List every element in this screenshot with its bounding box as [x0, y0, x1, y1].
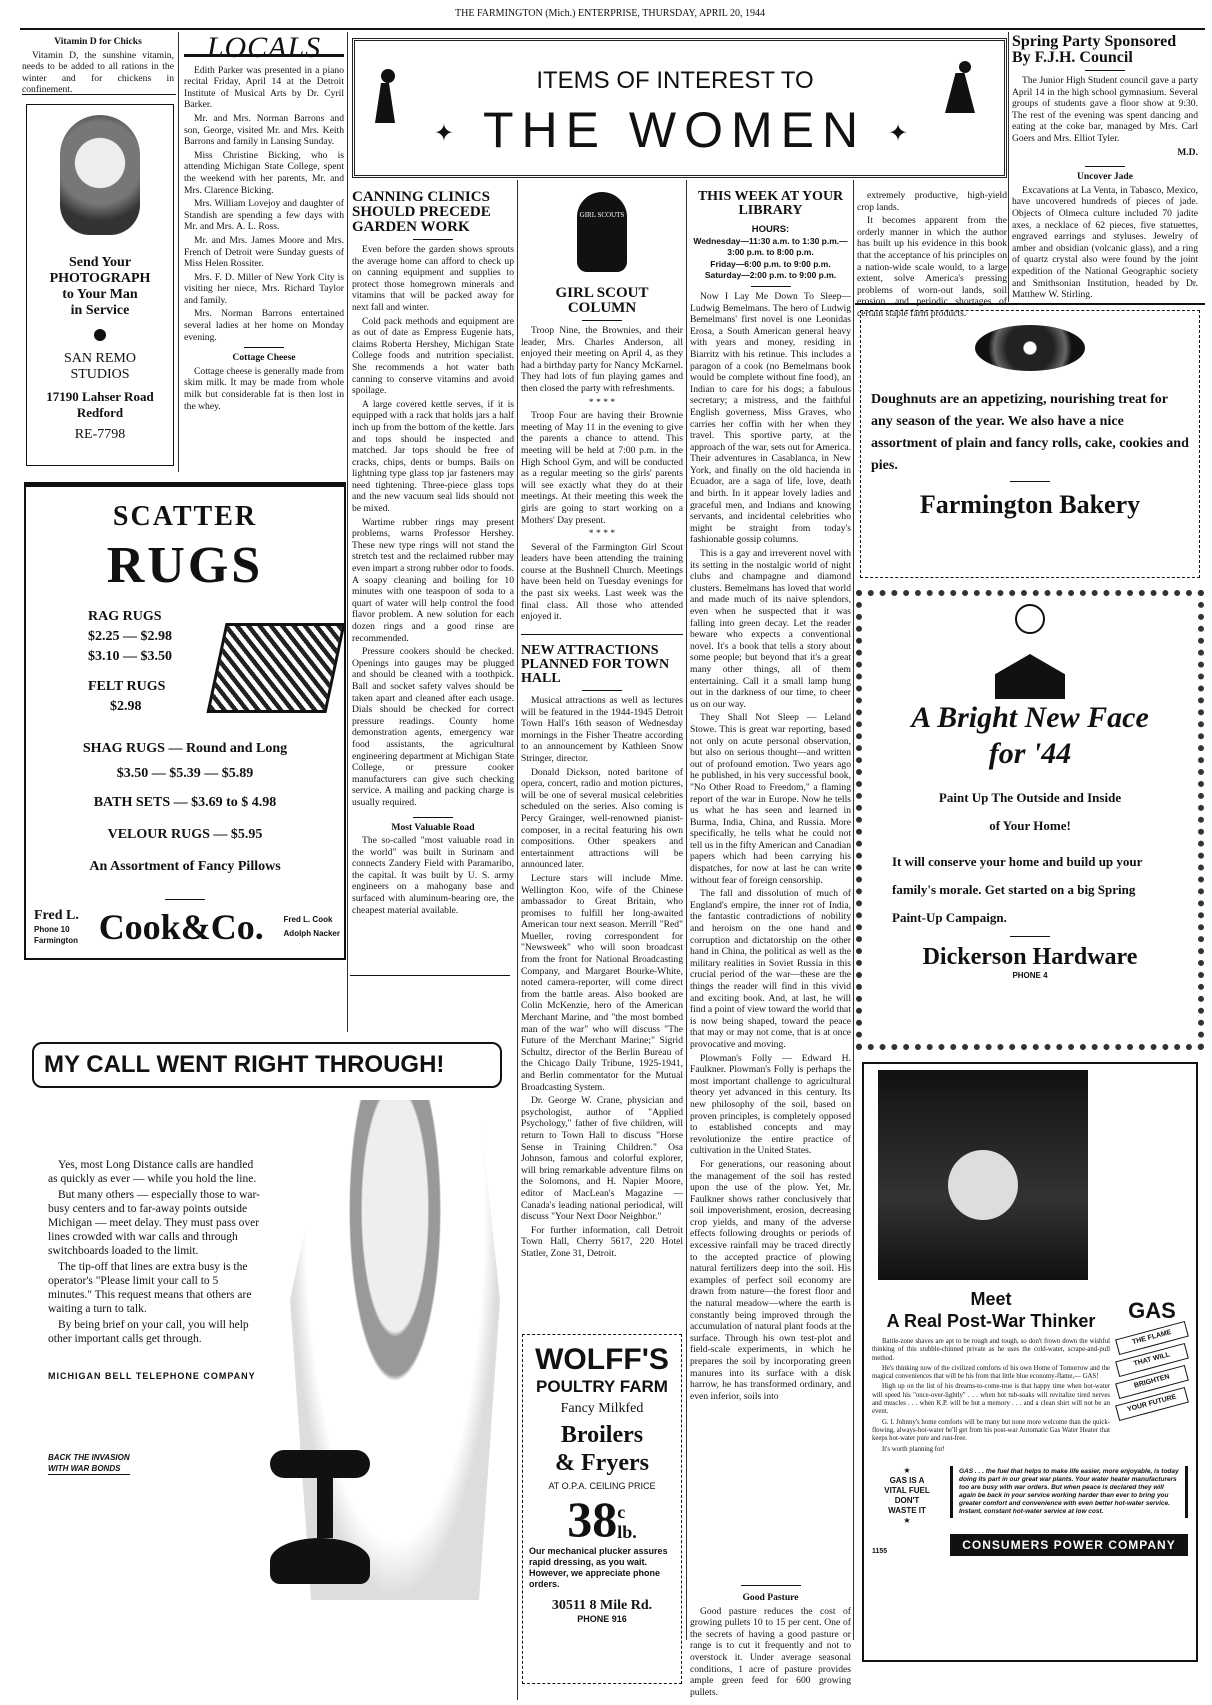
paragraph: Battle-zone shaves are apt to be rough and tough, so don't frown down the wishful thinking of this stubble-chinned private as he uses the cold-water, scrape-and-pull method. — [872, 1338, 1110, 1362]
article-locals — [184, 31, 344, 470]
paragraph: Lecture stars will include Mme. Wellington Koo, wife of the Chinese ambassador to Great Britain, who promises to fulfill her long-awaited American tour next season. Merrill "Red" Mueller, roving correspondent for "Newsweek" who will soon broadcast from the front for National Broadcasting Company, and Margaret Bourke-White, noted camera-reporter, will come direct from the battle areas. Also booked are Colin McKenzie, hero of the American Merchant Marine, and "the most bombed man of the war" who will discuss "The Future of the Merchant Marine;" Sigrid Schultz, director of the Berlin Bureau of the Chicago Daily Tribune, 1925-1941, and Berlin commentator for the Mutual Broadcasting System. — [521, 872, 683, 1093]
divider — [350, 975, 510, 976]
ad-subtitle: POULTRY FARM — [536, 1377, 668, 1396]
banner-title: THE WOMEN — [483, 102, 867, 158]
badge-line: WITH WAR BONDS — [48, 1464, 121, 1473]
article-body: Vitamin D, the sunshine vitamin, needs to be added to all rations in the winter and for chickens in confinement. — [22, 49, 174, 96]
store-name: Dickerson Hardware — [922, 944, 1138, 970]
ad-footer — [34, 907, 340, 947]
banner-line1: ITEMS OF INTEREST TO — [536, 67, 814, 94]
paragraph-list — [48, 1158, 263, 1346]
paragraph: Yes, most Long Distance calls are handled as quickly as ever — while you hold the line. — [48, 1159, 257, 1185]
item-label: FELT RUGS — [88, 679, 166, 694]
paragraph: Mrs. William Lovejoy and daughter of Standish are spending a few days with Mr. and Mrs. A. L. Ross. — [184, 198, 344, 233]
paragraph: Now I Lay Me Down To Sleep—Ludwig Bemelmans. The hero of Ludwig Bemelmans' first novel is one Leonidas Erosa, a South American general heavy with years and money, residing in Biarritz with his retinue. This includes a paragon of a cook (no Bemelmans book would be complete without fine food), an Indian to care for his dogs; a fabulous secretary; a mistress, and the faithful English governess, Miss Graves, who carries her coffin with her when they travel. This sportive party, at the approach of the war, sets out for America. Their adventures in Casablanca, in New York, and finally on the old hacienda in Ecuador, are a saga of life, love, death and birth. In it appear lovely ladies and graceful men, and Indians and knowing servants, and incidental celebrities who might be straight from today's fashionable gossip columns. — [690, 290, 851, 546]
paragraph: But many others — especially those to war-busy centers and to far-away points outside Michigan — meet delay. They must pass over lines crowded with war calls and through switchboards loaded to the limit. — [48, 1189, 260, 1257]
owner: Fred L. Cook — [283, 915, 333, 924]
soldier-shaving-illustration — [878, 1070, 1088, 1280]
article-library — [690, 184, 851, 1584]
article-body: Cottage cheese is generally made from skim milk. It may be made from whole milk but considerable fat is then lost in the whey. — [184, 365, 344, 412]
masthead: THE FARMINGTON (Mich.) ENTERPRISE, THURSDAY, APRIL 20, 1944 — [455, 8, 765, 19]
paragraph-list — [872, 1338, 1110, 1454]
ad-san-remo-studios — [26, 104, 174, 466]
article-spring-party — [1012, 34, 1198, 302]
vital-fuel-notice: ★ GAS IS A VITAL FUEL DON'T WASTE IT ★ — [872, 1466, 942, 1526]
notice-line: DON'T — [894, 1495, 920, 1505]
hours-list — [690, 236, 851, 282]
paragraph-list — [690, 291, 851, 1402]
ad-line: AT O.P.A. CEILING PRICE — [548, 1481, 656, 1491]
article-title: Spring Party Sponsored By F.J.H. Council — [1012, 33, 1177, 66]
paragraph: extremely productive, high-yield crop lands. — [857, 190, 1007, 213]
ad-title: Meet — [970, 1289, 1012, 1309]
divider — [855, 303, 1205, 305]
paragraph: The tip-off that lines are extra busy is the operator's "Please limit your call to 5 minutes." This request means that others are waiting a turn to talk. — [48, 1261, 252, 1315]
gas-ad-footer — [872, 1534, 1188, 1556]
ad-title: SCATTER — [112, 501, 258, 532]
bullet-dot-icon — [94, 329, 106, 341]
ad-consumers-power — [862, 1062, 1198, 1662]
article-girl-scout-column — [521, 184, 683, 624]
article-title: Most Valuable Road — [391, 821, 475, 833]
paragraph-list — [521, 325, 683, 623]
badge-line: BACK THE INVASION — [48, 1453, 130, 1462]
owner-left — [34, 908, 79, 946]
paragraph-list — [857, 190, 1007, 320]
ad-title: A Real Post-War Thinker — [886, 1311, 1096, 1331]
article-title: CANNING CLINICS SHOULD PRECEDE GARDEN WORK — [352, 189, 491, 235]
ad-line: to Your Man — [62, 287, 138, 302]
gas-flame-column — [1116, 1288, 1188, 1456]
ad-line: Send Your — [68, 255, 132, 270]
column-divider — [853, 180, 854, 1640]
dancing-woman-illustration — [945, 61, 985, 151]
ad-wolffs-poultry-farm — [522, 1334, 682, 1684]
item-price: $3.50 — $5.39 — $5.89 — [116, 766, 254, 781]
girl-scout-logo: GIRL SCOUTS — [577, 192, 627, 272]
rugs-illustration — [206, 623, 345, 713]
ad-line: of Your Home! — [989, 818, 1071, 833]
gas-ad-notice-row — [872, 1466, 1188, 1526]
ribbon-text: YOUR FUTURE — [1115, 1387, 1189, 1421]
paragraph: Dr. George W. Crane, physician and psychologist, author of "Applied Psychology," father of five children, will return to Town Hall to discuss "Horse Sense in Training Children." Osa Johnson, famous and colorful explorer, will bring remarkable adventure films on the Solomons, and H. Napier Moore, editor of MacLean's Magazine — Canada's leading national periodical, will discuss "Your Next Door Neighbor." — [521, 1095, 683, 1223]
phone: Phone 10 — [34, 925, 70, 934]
paragraph: The fall and dissolution of much of England's empire, the inner rot of India, the fantastic contradictions of nobility and heroism on the one hand and corruption and dictatorship on the other hand in China, the political as well as the military realities in Soviet Russia in this crucial period of the war—these are the things the reader will find in this vivid and exciting book. And, at last, he will find a point of view toward the world that is now being shaped, toward the peace that may or may not come, that is at once provocative and moving. — [690, 888, 851, 1050]
paragraph: Even before the garden shows sprouts the average home can afford to check up on canning equipment and supplies to protect those homegrown minerals and vitamins that will be packed away for next fall and winter. — [352, 244, 514, 313]
paragraph: Cold pack methods and equipment are as out of date as Empress Eugenie hats, claims Roberta Hershey, Michigan State College foods and nutrition specialist. She recommends a hot water bath canning to conserve vitamins and avoid spoilage. — [352, 315, 514, 397]
column-divider — [178, 32, 179, 472]
price — [523, 1491, 681, 1547]
gas-notice: GAS . . . the fuel that helps to make life easier, more enjoyable, is today doing its part in our great war plants. Your water heater manufacturers too are busy with war orders. But when peace is declared they will again be back in your service working harder than ever to bring you greater comfort and convenience with even better hot-water service. Instant, constant hot-water service at low cost. — [950, 1466, 1188, 1518]
address: Redford — [76, 405, 124, 420]
notice-line: VITAL FUEL — [884, 1485, 930, 1495]
war-bonds-badge — [48, 1452, 130, 1475]
paragraph: This is a gay and irreverent novel with its setting in the nostalgic world of night clubs and champagne and diamond clusters. Bemelmans has loved that world and made much of its naive splendors, even when he suspected that it was falling into green decay. Let the reader beware who expects a conventional novel. It's a book that tells a story about some people; but beyond that it's a great many other things, all of them entertaining. Call it a small lamp hung out in the darkness of our time, to cheer us on our way. — [690, 548, 851, 710]
article-title: THIS WEEK AT YOUR LIBRARY — [697, 189, 844, 218]
ad-code: 1155 — [872, 1547, 888, 1555]
paragraph: A large covered kettle serves, if it is equipped with a rack that holds jars a half inch up from the bottom of the kettle. Jars and tops should be inspected and matched. Jar tops should be free of cracks, chips, dents or bumps. Bails on lightning type glass top jar fasteners may need tightening. Three-piece glass tops and the new vacuum seal lids should not be mixed. — [352, 398, 514, 515]
price-value: 38 — [567, 1491, 618, 1547]
article-new-attractions — [521, 640, 683, 1330]
ad-item: & Fryers — [555, 1450, 649, 1476]
ad-title: A Bright New Face — [911, 701, 1149, 734]
paragraph: Mrs. F. D. Miller of New York City is visiting her niece, Mrs. Richard Taylor and family. — [184, 271, 344, 306]
owner: Fred L. — [34, 908, 79, 923]
paragraph: * * * * — [588, 528, 616, 540]
paragraph: Donald Dickson, noted baritone of opera, concert, radio and motion pictures, will be one of several musical celebrities scheduled on the series. Also coming is Percy Grainger, well-renowned pianist-composer, in a recital featuring his own compositions. Other speakers and entertainment attractions will be announced later. — [521, 766, 683, 871]
ad-body: Doughnuts are an appetizing, nourishing treat for any season of the year. We also have a nice assortment of plain and fancy rolls, cake, cookies and pies. — [871, 392, 1189, 473]
studio-name: SAN REMO — [64, 351, 136, 366]
gas-ad-main — [872, 1288, 1188, 1456]
banner-line2 — [415, 101, 935, 163]
paragraph: Wartime rubber rings may present problems, warns Professor Hershey. These new type rings will not stand the stretch test and the reclaimed rubber may even impart a strong rubber odor to foods. A soapy cleaning and boiling for 10 minutes with one teaspoon of soda to a quart of water will help control the food flavor problem. A new solution for each dozen rings and a good rinse are recommended. — [352, 516, 514, 644]
paragraph: High up on the list of his dreams-to-come-true is that happy time when hot-water will speed his "once-over-lightly" . . . when hot tub-soaks will revitalize tired nerves and muscles . . . when K.P. will be but a memory . . . and a clean shirt will not be an event. — [872, 1383, 1110, 1416]
phone: RE-7798 — [74, 427, 126, 442]
ad-scatter-rugs — [24, 482, 346, 960]
paragraph: Musical attractions as well as lectures will be featured in the 1944-1945 Detroit Town Hall's 16th season of Wednesday mornings in the Fisher Theatre according to an announcement by Kathleen Snow Stringer, director. — [521, 695, 683, 764]
rag-rugs — [88, 607, 172, 717]
paragraph: Pressure cookers should be checked. Openings into gauges may be plugged and should be cleaned with a toothpick. Ball and socket safety valves should be taken apart and cleaned after each usage. Dials should be checked for correct pressure readings. County home demonstration agents, emergency war food assistants, the agricultural engineering department at Michigan State College, or pressure cooker manufacturers can give such checking service. A mailing and packing charge is usually required. — [352, 646, 514, 808]
item-label: SHAG RUGS — Round and Long — [82, 741, 288, 756]
column-divider — [347, 32, 348, 1032]
paragraph-list — [352, 244, 514, 809]
women-section-banner — [352, 38, 1007, 178]
ad-item: Broilers — [560, 1422, 644, 1448]
hours-item: Friday—6:00 p.m. to 9:00 p.m. — [710, 258, 831, 269]
paragraph: For generations, our reasoning about the management of the soil has rested upon the use of the plow. Yet, Mr. Faulkner shows rather conclusively that soil impoverishment, erosion, decreasing crop yields, and many of the adverse effects following droughts or periods of excessive rainfall may be traced directly to the accepted practice of plowing natural fertilizers deep into the soil. His examples of perfect soil economy are drawn from nature—the forest floor and the natural meadow—where the earth is constantly being improved through the accumulation of natural plant foods at the surface. Through his own test-plot and field-scale experiments, in which he prepares the soil by incorporating green manures into its surface with a disk harrow, he has transformed ordinary, and even inferior, soils into — [690, 1158, 851, 1402]
article-body: Excavations at La Venta, in Tabasco, Mexico, have uncovered hundreds of pieces of jade. Objects of Olmeca culture included 70 jadite axes, a necklace of 62 pieces, five statuettes, engraved earrings and styluses. Jewelry of amber and obsidian (volcanic glass), and a ring of quartz crystal also were found by the joint expedition of the National Geographic society and Smithsonian Institution, headed by Dr. Matthew W. Stirling. — [1012, 184, 1198, 301]
gas-ad-text — [872, 1288, 1110, 1456]
item-label: RAG RUGS — [88, 609, 162, 624]
paragraph: Mrs. Norman Barrons entertained several ladies at her home on Monday evening. — [184, 308, 344, 343]
paragraph: G. I. Johnny's home comforts will be many but none more welcome than the quick-flowing, always-hot-water he'll get from his post-war Automatic Gas Water Heater that keeps hot-water pure and rust-free. — [872, 1418, 1110, 1443]
column-divider — [517, 180, 518, 1700]
paragraph: He's thinking now of the civilized comforts of his own Home of Tomorrow and the magical conveniences that will be his from that little blue economy-flame,— GAS! — [872, 1364, 1110, 1381]
paragraph: Several of the Farmington Girl Scout leaders have been attending the training course at the Bushnell Church. Meetings have been held on Tuesday evenings for the past six weeks. Last week was the final class. All those who attended enjoyed it. — [521, 541, 683, 623]
paragraph: By being brief on your call, you will help other important calls get through. — [48, 1319, 249, 1345]
paragraph-list — [521, 695, 683, 1260]
ad-line: Paint Up The Outside and Inside — [938, 790, 1122, 805]
sparkle-icon: ✦ — [888, 119, 917, 147]
author-initials: M.D. — [1177, 146, 1198, 158]
ad-line: PHOTOGRAPH — [49, 271, 151, 286]
notice-line: WASTE IT — [888, 1505, 926, 1515]
paragraph: Miss Christine Bicking, who is attending Michigan State College, spent the weekend with her parents, Mr. and Mrs. Clarence Bicking. — [184, 149, 344, 196]
notice-line: GAS IS A — [889, 1475, 925, 1485]
ad-title: for '44 — [988, 737, 1072, 770]
article-body: The Junior High Student council gave a party April 14 in the high school gymnasium. Several groups of students gave a floor show at 9:30. The rest of the evening was spent dancing and eating at the coke bar, managed by Mrs. Carl Goers and Mrs. Elliot Tyler. — [1012, 75, 1198, 144]
gas-flame-logo: GAS — [1128, 1298, 1176, 1323]
item-price: $3.10 — $3.50 — [88, 649, 172, 664]
article-title: Good Pasture — [742, 1592, 799, 1603]
divider — [22, 94, 176, 95]
portrait-photo — [60, 115, 140, 235]
address: 17190 Lahser Road — [46, 389, 154, 404]
ribbon-text: BRIGHTEN — [1115, 1365, 1189, 1399]
phone: PHONE 916 — [577, 1614, 627, 1624]
house-sun-illustration — [985, 604, 1075, 700]
ad-title: RUGS — [106, 537, 264, 594]
item-price: $2.98 — [110, 699, 142, 714]
doughnuts-illustration — [975, 325, 1085, 371]
paragraph: Plowman's Folly — Edward H. Faulkner. Plowman's Folly is perhaps the most important challenge to agricultural theory yet advanced in this century. Its new philosophy of the soil, based on proven principles, is completely opposed to established concepts and may revolutionize the entire practice of cultivation in the United States. — [690, 1052, 851, 1157]
address: 30511 8 Mile Rd. — [551, 1598, 653, 1613]
paragraph: Edith Parker was presented in a piano recital Friday, April 14 at the Detroit Institute of Musical Arts by Dr. Cyril Barker. — [184, 64, 344, 111]
ad-title: WOLFF'S — [535, 1343, 669, 1376]
item-label: An Assortment of Fancy Pillows — [89, 859, 281, 874]
article-title: GIRL SCOUT COLUMN — [555, 285, 649, 316]
paragraph: Troop Nine, the Brownies, and their leader, Mrs. Charles Anderson, all enjoyed their meeting on April 4, as they had a birthday party for Nancy McKarnel. They had lots of fun playing games and then closed the party with refreshments. — [521, 325, 683, 394]
ad-headline: MY CALL WENT RIGHT THROUGH! — [32, 1042, 502, 1088]
item-price: $2.25 — $2.98 — [88, 629, 172, 644]
ribbon-text: THE FLAME — [1115, 1321, 1189, 1355]
paragraph: They Shall Not Sleep — Leland Stowe. This is great war reporting, based not only on acute personal observation, but also on serious thought—and written out of profound emotion. Two years ago he published, in his very successful book, "No Other Road to Freedom," a flaming report of the war in Europe. Now he tells us what he has seen and learned in Burma, India, China, and Russia. More specifically, he tells what he could not tell us in the fifty American and Canadian papers which had been carrying his dispatches, for now at last he can write without fear of foreign censorship. — [690, 712, 851, 886]
flame-ribbon — [1116, 1330, 1188, 1412]
paragraph: Mr. and Mrs. James Moore and Mrs. French of Detroit were Sunday guests of Miss Helen Rossiter. — [184, 234, 344, 270]
phone: PHONE 4 — [1012, 971, 1048, 980]
cook-co-logo: Cook&Co. — [98, 907, 264, 947]
ad-text-block — [48, 1158, 263, 1476]
masthead-rule — [20, 28, 1205, 30]
company-name: MICHIGAN BELL TELEPHONE COMPANY — [48, 1371, 256, 1381]
article-title: Uncover Jade — [1076, 171, 1134, 183]
ad-dickerson-hardware — [856, 590, 1204, 1050]
article-body: Good pasture reduces the cost of growing pullets 10 to 15 per cent. One of the secrets of having a good pasture or range is to cut it frequently and not to overstock it. Under average seasonal conditions, 1 acre of pasture provides ample green feed for 600 growing pullets. — [690, 1605, 851, 1698]
divider — [165, 899, 205, 900]
ad-body: It will conserve your home and build up your family's morale. Get started on a big Spring Paint-Up Campaign. — [892, 854, 1143, 925]
item-label: VELOUR RUGS — $5.95 — [107, 827, 263, 842]
studio-name: STUDIOS — [70, 367, 130, 382]
ad-michigan-bell — [20, 1030, 515, 1700]
article-body: The so-called "most valuable road in the world" was built in Surinam and connects Zandery Field with Paramaribo, the capital. It was built by U. S. army engineers on a mahogany base and surfaced with aluminum-bearing ore, the cheapest material available. — [352, 835, 514, 916]
paragraph: It's worth planning for! — [882, 1445, 945, 1453]
price-unit: lb. — [617, 1522, 637, 1542]
ad-line: Fancy Milkfed — [560, 1401, 644, 1416]
paragraph: Troop Four are having their Brownie meeting of May 11 in the evening to give the parents a chance to attend. This meeting will be held at 7:00 p.m. in the High School Gym, and will be conducted as a regular meeting so the girls' parents will see exactly what they do at their meetings. At their meeting this week the girls are going to start working on a Mothers' Day present. — [521, 410, 683, 526]
owner-right — [284, 913, 340, 941]
bakery-name: Farmington Bakery — [919, 490, 1141, 519]
paragraph: For further information, call Detroit Town Hall, Cherry 5617, 220 Hotel Statler, Zone 31, Detroit. — [521, 1224, 683, 1259]
ribbon-text: THAT WILL — [1115, 1343, 1189, 1377]
article-canning-clinics — [352, 184, 514, 974]
rug-list — [26, 733, 344, 883]
article-vitamin-d — [22, 36, 174, 98]
article-library-continued — [857, 190, 1007, 319]
column-divider — [1008, 32, 1009, 302]
article-title: NEW ATTRACTIONS PLANNED FOR TOWN HALL — [521, 643, 670, 686]
price-unit: c — [617, 1502, 626, 1522]
paragraph: It becomes apparent from the orderly manner in which the author has built up his evidence in this book that the acceptance of his principles on a nation-wide scale would, to a large extent, solve America's pressing problems of worn-out lands, soil erosion, and periodic shortages of certain staple farm products. — [857, 215, 1007, 319]
town: Farmington — [34, 936, 78, 945]
item-label: BATH SETS — $3.69 to $ 4.98 — [93, 795, 277, 810]
sparkle-icon: ✦ — [433, 119, 462, 147]
owner: Adolph Nacker — [283, 929, 340, 938]
locals-title: LOCALS — [184, 42, 344, 57]
paragraph: Mr. and Mrs. Norman Barrons and son, George, visited Mr. and Mrs. Keith Barrons and family in Lansing Sunday. — [184, 112, 344, 148]
woman-easel-illustration — [375, 69, 415, 139]
article-title: Vitamin D for Chicks — [54, 36, 142, 47]
article-title: Cottage Cheese — [232, 352, 296, 364]
paragraph: * * * * — [588, 396, 616, 408]
hours-item: Saturday—2:00 p.m. to 9:00 p.m. — [704, 270, 837, 281]
column-divider — [686, 180, 687, 1640]
ad-body — [48, 1158, 263, 1346]
ad-body: Our mechanical plucker assures rapid dressing, as you wait. However, we appreciate phone orders. — [529, 1546, 668, 1589]
ad-body — [872, 1338, 1110, 1454]
ad-line: in Service — [70, 303, 130, 318]
hours-item: Wednesday—11:30 a.m. to 1:30 p.m.—3:00 p.m. to 8:00 p.m. — [693, 235, 848, 258]
hours-label: HOURS: — [751, 224, 790, 235]
article-good-pasture — [690, 1585, 851, 1698]
telephone-icon — [270, 1450, 380, 1600]
ad-farmington-bakery — [860, 310, 1200, 578]
company-name: CONSUMERS POWER COMPANY — [950, 1534, 1188, 1556]
paragraph-list — [184, 65, 344, 344]
